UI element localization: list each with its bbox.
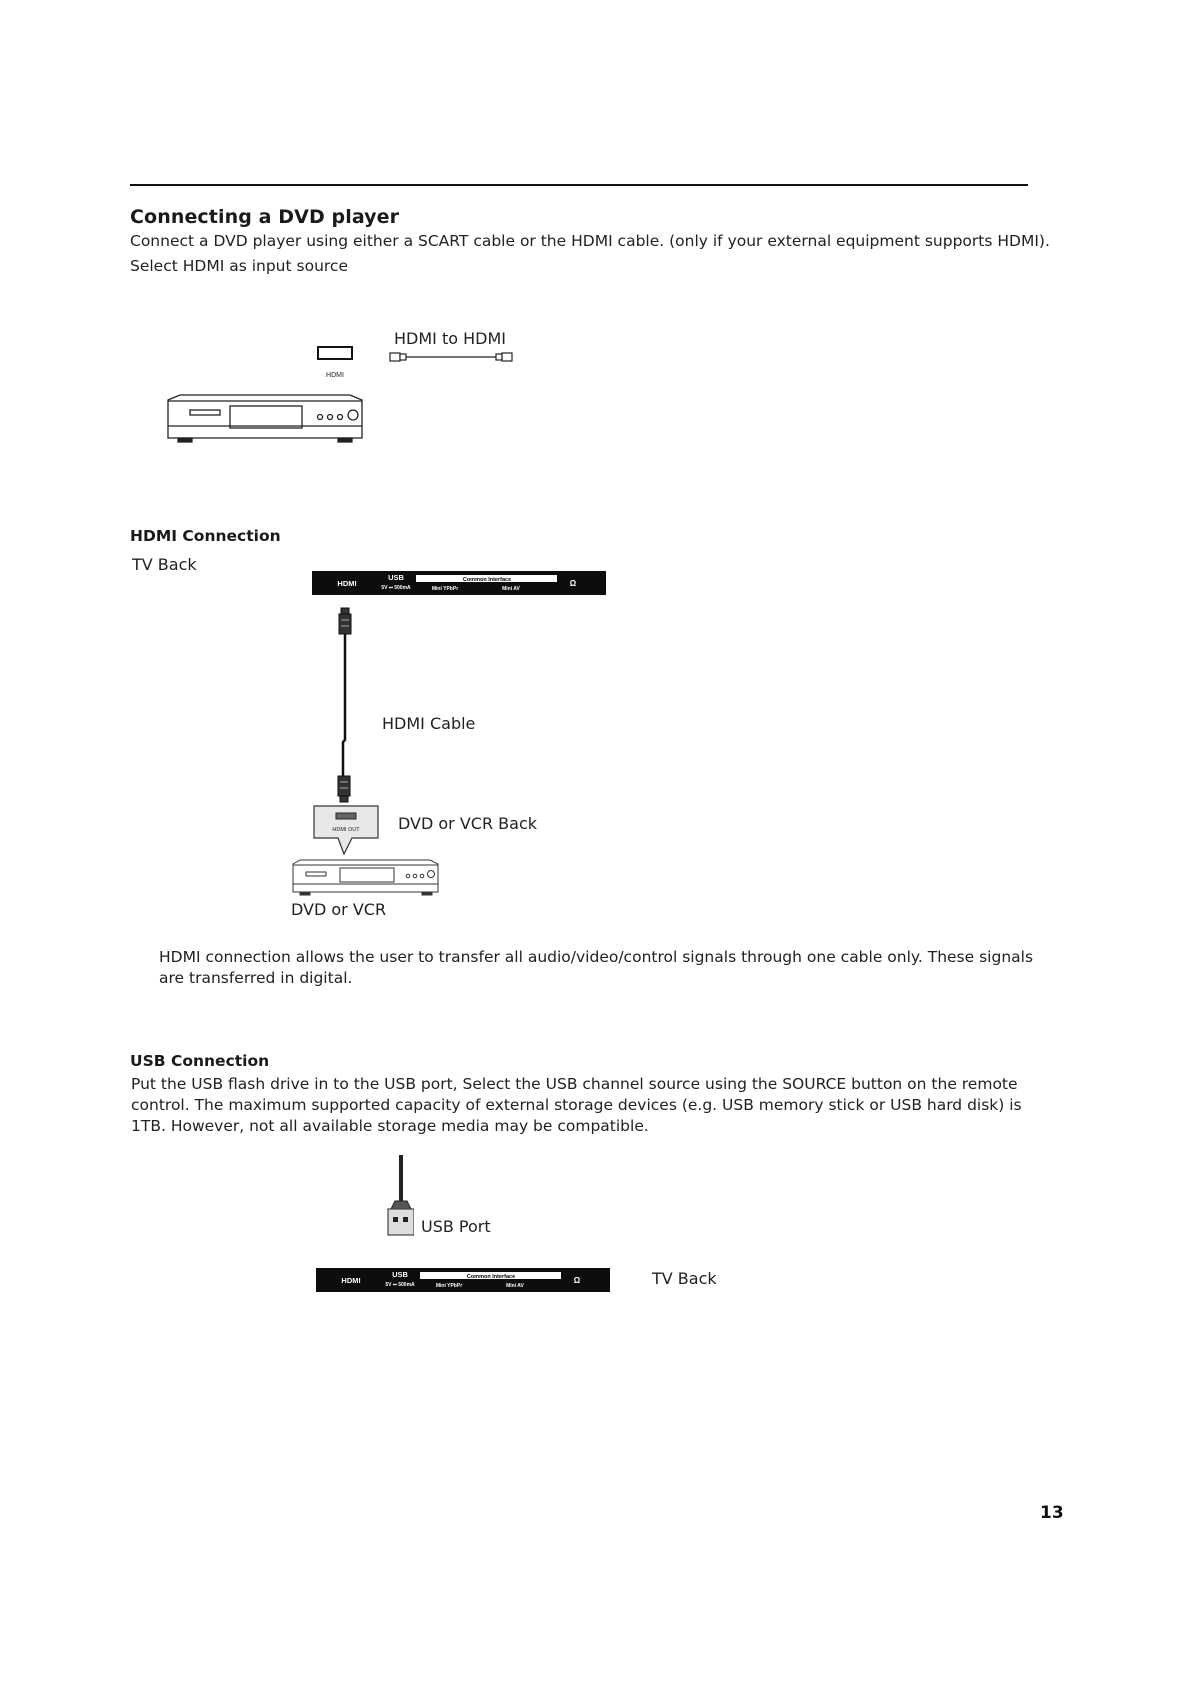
headphone-icon: Ω xyxy=(573,1276,581,1285)
intro-line-2: Select HDMI as input source xyxy=(130,257,348,275)
usb-text-line-3: 1TB. However, not all available storage media may be compatible. xyxy=(131,1117,649,1135)
hdmi-cable-line xyxy=(343,634,345,776)
dvd-vcr-label: DVD or VCR xyxy=(291,900,387,919)
page-number: 13 xyxy=(1040,1503,1064,1523)
dvd-vcr-device xyxy=(290,856,450,898)
hdmi-cable-icon xyxy=(390,353,512,361)
panel-mini-av-text: Mini AV xyxy=(502,586,520,592)
hdmi-out-callout xyxy=(312,804,382,856)
dvd-player-icon xyxy=(168,395,362,442)
panel-hdmi-text: HDMI xyxy=(337,579,357,588)
intro-line-1: Connect a DVD player using either a SCART cable or the HDMI cable. (only if your external equipment supports HDMI). xyxy=(130,232,1050,250)
panel-mini-ypbpr-text: Mini YPbPr xyxy=(431,586,459,592)
dvd-player-illustration xyxy=(160,330,540,450)
panel-common-interface-text: Common Interface xyxy=(462,577,512,583)
section-title: Connecting a DVD player xyxy=(130,206,400,228)
panel-usb-power-text: 5V ⎓ 500mA xyxy=(385,1282,415,1288)
dvd-hdmi-diagram xyxy=(160,330,540,450)
panel-mini-ypbpr-text: Mini YPbPr xyxy=(435,1283,463,1289)
dvd-vcr-back-label: DVD or VCR Back xyxy=(398,814,538,833)
tv-back-panel-usb xyxy=(316,1268,610,1292)
panel-mini-av-text: Mini AV xyxy=(506,1283,524,1289)
hdmi-to-hdmi-label: HDMI to HDMI xyxy=(394,329,506,348)
hdmi-out-label: HDMI OUT xyxy=(332,827,360,833)
usb-connection-heading: USB Connection xyxy=(130,1052,270,1070)
hdmi-cable-label: HDMI Cable xyxy=(382,714,476,733)
usb-plug xyxy=(384,1155,414,1239)
hdmi-connection-heading: HDMI Connection xyxy=(130,527,281,545)
hdmi-description: HDMI connection allows the user to transfer all audio/video/control signals through one cable only. These signals are transferred in digital. xyxy=(159,948,1034,987)
usb-plug-icon xyxy=(384,1155,414,1239)
panel-usb-power-text: 5V ⎓ 500mA xyxy=(381,585,411,591)
hdmi-plug-bottom-icon xyxy=(338,776,350,802)
usb-text-line-1: Put the USB flash drive in to the USB port, Select the USB channel source using the SOURCE button on the remote xyxy=(131,1075,1018,1093)
panel-hdmi-text: HDMI xyxy=(341,1276,361,1285)
headphone-icon: Ω xyxy=(569,579,577,588)
panel-usb-text: USB xyxy=(388,573,404,582)
dvd-vcr-icon xyxy=(290,856,450,898)
panel-common-interface-text: Common Interface xyxy=(466,1274,516,1280)
tv-back-label-hdmi: TV Back xyxy=(132,555,197,574)
tv-back-panel-hdmi xyxy=(312,571,606,595)
tv-back-label-usb: TV Back xyxy=(652,1269,717,1288)
top-rule xyxy=(130,184,1028,186)
usb-port-label: USB Port xyxy=(421,1217,491,1236)
hdmi-out-port-icon xyxy=(336,813,356,819)
hdmi-cable-vertical xyxy=(330,600,360,805)
panel-usb-text: USB xyxy=(392,1270,408,1279)
hdmi-plug-top-icon xyxy=(339,608,351,634)
usb-text-line-2: control. The maximum supported capacity of external storage devices (e.g. USB memory stick or USB hard disk) is xyxy=(131,1096,1022,1114)
hdmi-port-label: HDMI xyxy=(326,372,344,379)
hdmi-port-icon xyxy=(318,347,352,359)
